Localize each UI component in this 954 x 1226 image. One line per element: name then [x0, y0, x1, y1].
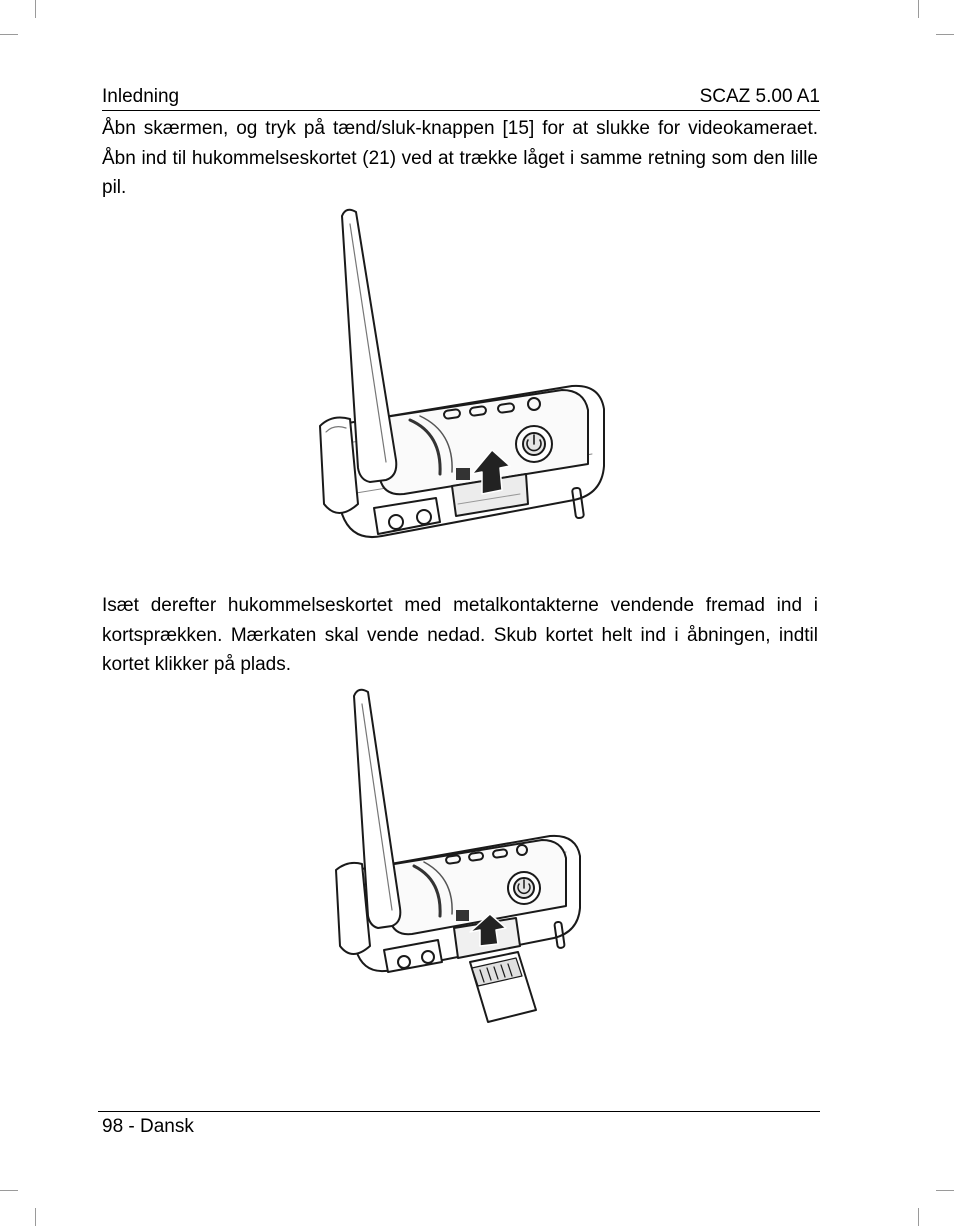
crop-mark	[936, 34, 954, 35]
sd-logo-icon	[456, 910, 469, 921]
crop-mark	[35, 0, 36, 18]
paragraph-open-cover: Åbn skærmen, og tryk på tænd/sluk-knappen [15] for at slukke for videokameraet. Åbn ind til hukommelseskortet (21) ved at trække låget i samme retning som den lille pil.	[102, 118, 818, 198]
crop-mark	[0, 1190, 18, 1191]
header-section: Inledning	[102, 86, 180, 107]
footer-rule	[98, 1111, 820, 1112]
crop-mark	[0, 34, 18, 35]
crop-mark	[936, 1190, 954, 1191]
camcorder-open-cover-illustration	[312, 204, 612, 550]
crop-mark	[35, 1208, 36, 1226]
crop-mark	[918, 0, 919, 18]
camcorder-insert-card-illustration	[330, 684, 584, 1026]
crop-mark	[918, 1208, 919, 1226]
page-footer: 98 - Dansk	[102, 1116, 194, 1137]
header-model: SCAZ 5.00 A1	[699, 86, 820, 107]
page-header	[102, 84, 820, 111]
sd-logo-icon	[456, 468, 470, 480]
paragraph-insert-card: Isæt derefter hukommelseskortet med metalkontakterne vendende fremad ind i kortsprækken. Mærkaten skal vende nedad. Skub kortet helt ind i åbningen, indtil kortet klikker på plads.	[102, 595, 818, 675]
